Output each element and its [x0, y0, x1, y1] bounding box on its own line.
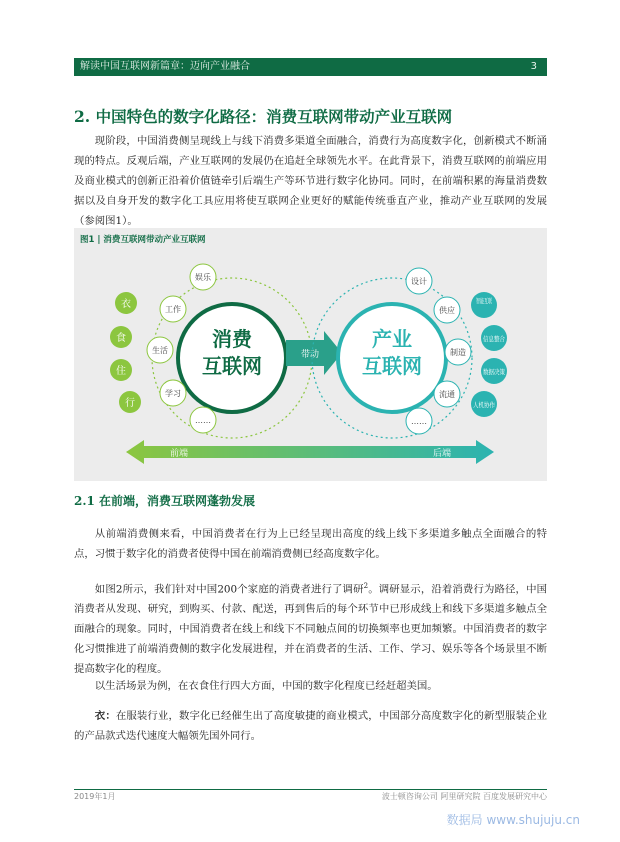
section-title: 2. 中国特色的数字化路径：消费互联网带动产业互联网 [74, 107, 453, 126]
footer-divider [74, 789, 547, 790]
link-label: 设计 [411, 277, 427, 286]
paragraph-clothing [74, 706, 547, 746]
figure-caption: 图1 | 消费互联网带动产业互联网 [80, 235, 206, 245]
feature-label-part: 智能互联 [476, 297, 502, 305]
consumer-label-1: 消费 [212, 327, 252, 351]
subsection-title: 2.1 在前端，消费互联网蓬勃发展 [74, 494, 256, 508]
footnote-mark: 2 [363, 582, 369, 590]
link-label: 流通 [439, 390, 455, 399]
intro-paragraph: 现阶段，中国消费侧呈现线上与线下消费多渠道全面融合，消费行为高度数字化，创新模式不断涌现的特点。反观后端，产业互联网的发展仍在追赶全球领先水平。在此背景下，消费互联网的前端应用及商业模式的创新正沿着价值链牵引后端生产等环节进行数字化协同。同时，在前端积累的海量消费数据以及自身开发的数字化工具应用将使互联网企业更好的赋能传统垂直产业，推动产业互联网的发展（参阅图1）。 [74, 135, 547, 227]
figure-1 [74, 228, 547, 481]
driver-label: 带动 [300, 350, 320, 360]
need-label: 住 [116, 366, 126, 377]
link-label: 制造 [450, 348, 466, 357]
scene-label: 工作 [165, 305, 181, 314]
back-label: 后端 [432, 449, 452, 459]
scene-label: 学习 [165, 389, 181, 398]
feature-label [476, 296, 502, 305]
consumer-label-2: 互联网 [202, 354, 262, 378]
link-label: …… [411, 417, 427, 426]
feature-label-part: 数据决策 [483, 368, 509, 376]
footer-date: 2019年1月 [74, 792, 116, 801]
scene-label: 生活 [152, 346, 168, 355]
link-label: 供应 [439, 306, 455, 315]
need-label: 食 [116, 333, 126, 344]
scene-label: …… [195, 416, 211, 425]
figure-diagram [74, 228, 547, 481]
paragraph-1: 从前端消费侧来看，中国消费者在行为上已经呈现出高度的线上线下多渠道多触点全面融合的特点，习惯于数字化的消费者使得中国在前端消费侧已经高度数字化。 [74, 528, 547, 560]
need-label: 衣 [121, 299, 131, 310]
footer-orgs: 波士顿咨询公司 阿里研究院 百度发展研究中心 [381, 792, 547, 801]
feature-label-part: 信息整合 [483, 335, 509, 343]
paragraph-2-part-b: 。调研显示，沿着消费行为路径，中国消费者从发现、研究，到购买、付款、配送，再到售后的每个环节中已形成线上和线下多渠道多触点全面融合的现象。同时，中国消费者在线上和线下不同触点间的切换频率也更加频繁。中国消费者的数字化习惯推进了前端消费侧的数字化发展进程，并在消费者的生活、工作、学习、娱乐等各个场景里不断提高数字化的程度。 [74, 583, 547, 676]
page-number: 3 [530, 61, 537, 72]
watermark: 数据局 www.shujuju.cn [446, 813, 580, 827]
feature-label [483, 367, 509, 376]
front-label: 前端 [169, 449, 189, 459]
paragraph-2-part-a: 如图2所示，我们针对中国200个家庭的消费者进行了调研 [94, 583, 364, 596]
clothing-text: 在服装行业，数字化已经催生出了高度敏捷的商业模式，中国部分高度数字化的新型服装企业的产品款式迭代速度大幅领先国外同行。 [74, 710, 548, 742]
feature-circle [471, 292, 502, 318]
feature-label [473, 400, 499, 409]
paragraph-3: 以生活场景为例，在衣食住行四大方面，中国的数字化程度已经赶超美国。 [94, 680, 438, 692]
header-title: 解读中国互联网新篇章：迈向产业融合 [80, 61, 250, 72]
scene-label: 娱乐 [195, 273, 211, 282]
industry-label-1: 产业 [372, 327, 412, 351]
clothing-label: 衣： [94, 710, 116, 722]
feature-label-part: 人机协作 [473, 401, 499, 409]
paragraph-2 [74, 576, 547, 679]
need-label: 行 [125, 398, 135, 409]
industry-label-2: 互联网 [362, 354, 422, 378]
running-header [74, 58, 547, 76]
feature-label [483, 334, 509, 343]
